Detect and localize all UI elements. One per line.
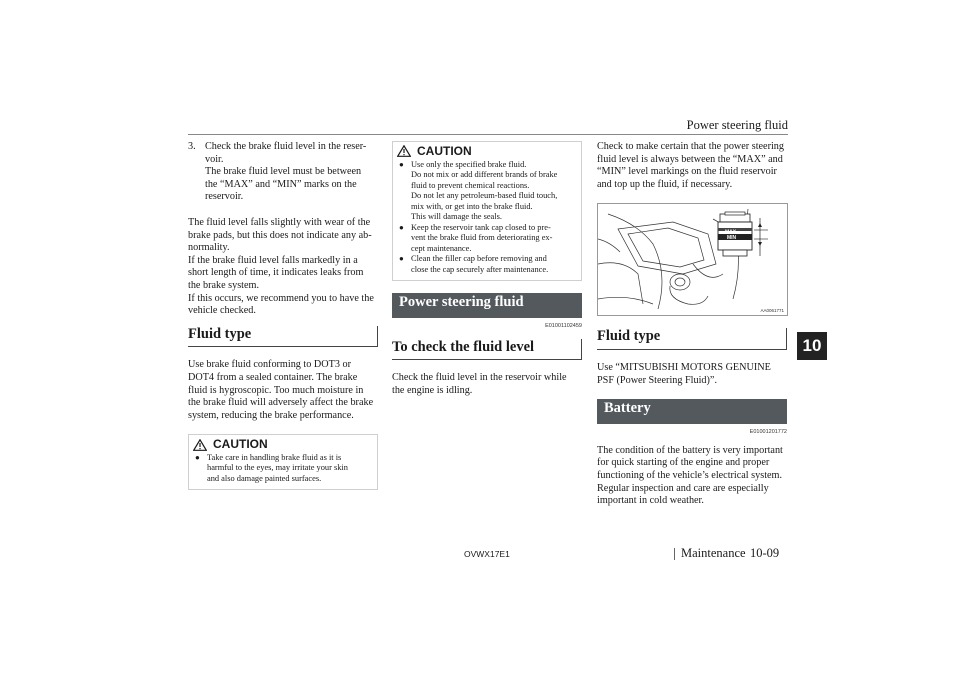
- bullet-icon: ●: [399, 222, 404, 232]
- text-line: for quick starting of the engine and proper: [597, 457, 770, 469]
- min-label: MIN: [727, 235, 737, 242]
- caution-item-text: [411, 223, 575, 255]
- right-column: [597, 141, 787, 508]
- warning-triangle-icon: [193, 439, 207, 451]
- text-line: the “MAX” and “MIN” marks on the: [205, 178, 357, 190]
- caution-box-middle: [392, 141, 582, 281]
- text-line: The brake fluid level must be between: [205, 166, 362, 178]
- max-label: MAX: [725, 229, 737, 236]
- text-line: brake pads, but this does not indicate any ab-: [188, 229, 372, 241]
- header-rule: [188, 134, 788, 135]
- page-number: 10-09: [750, 546, 780, 560]
- section-banner-power-steering: Power steering fluid: [392, 293, 582, 318]
- step-number: 3.: [188, 141, 196, 152]
- figure-code: AA0061771: [760, 308, 784, 314]
- text-line: If this occurs, we recommend you to have the: [188, 292, 374, 304]
- step-3: [188, 141, 378, 204]
- left-column: [188, 141, 378, 490]
- caution-line: Clean the filler cap before removing and: [411, 254, 547, 264]
- caution-line: mix with, or get into the brake fluid.: [411, 201, 533, 211]
- footer-section: Maintenance: [681, 546, 746, 560]
- caution-line: Use only the specified brake fluid.: [411, 159, 527, 169]
- text-line: The condition of the battery is very important: [597, 444, 783, 456]
- caution-title: [189, 435, 377, 453]
- paragraph-fluid-type: [188, 359, 378, 422]
- text-line: Use brake fluid conforming to DOT3 or: [188, 359, 351, 371]
- section-code: E01001201772: [749, 429, 787, 436]
- caution-item-text: [411, 254, 575, 275]
- text-line: Check the fluid level in the reservoir while: [392, 372, 567, 384]
- caution-item-text: [207, 453, 371, 485]
- caution-line: Do not let any petroleum-based fluid touch,: [411, 191, 558, 201]
- caution-list: [393, 160, 581, 281]
- fluid-type-heading-right: Fluid type: [597, 328, 787, 350]
- text-line: functioning of the vehicle’s electrical system.: [597, 469, 783, 481]
- text-line: the engine is idling.: [392, 384, 473, 396]
- caution-title: [393, 142, 581, 160]
- caution-line: harmful to the eyes, may irritate your skin: [207, 463, 348, 473]
- text-line: system, reducing the brake performance.: [188, 409, 354, 421]
- paragraph-psf: [597, 362, 787, 387]
- caution-label: CAUTION: [213, 437, 268, 452]
- text-line: PSF (Power Steering Fluid)”.: [597, 374, 717, 386]
- fluid-type-heading: Fluid type: [188, 326, 378, 348]
- check-level-heading: To check the fluid level: [392, 339, 582, 361]
- section-code: E01001102459: [545, 323, 582, 330]
- step-text: [205, 141, 378, 204]
- footer-code: OVWX17E1: [464, 549, 510, 559]
- warning-triangle-icon: [397, 145, 411, 157]
- text-line: the brake system.: [188, 279, 260, 291]
- caution-item-text: [411, 160, 575, 223]
- caution-box-left: [188, 434, 378, 490]
- bullet-icon: ●: [195, 452, 200, 462]
- caution-item: [399, 254, 575, 275]
- caution-line: close the cap securely after maintenance.: [411, 264, 549, 274]
- text-line: reservoir.: [205, 191, 244, 203]
- text-line: “MIN” level markings on the fluid reservoir: [597, 166, 777, 178]
- text-line: the brake fluid will adversely affect the brake: [188, 397, 374, 409]
- text-line: important in cold weather.: [597, 495, 704, 507]
- caution-line: and also damage painted surfaces.: [207, 473, 322, 483]
- caution-item: [399, 160, 575, 223]
- caution-line: cept maintenance.: [411, 243, 472, 253]
- paragraph-check-level: [392, 372, 582, 397]
- running-header: Power steering fluid: [686, 118, 788, 132]
- caution-line: Do not mix or add different brands of brake: [411, 170, 558, 180]
- caution-line: fluid to prevent chemical reactions.: [411, 180, 530, 190]
- text-line: short length of time, it indicates leaks from: [188, 267, 364, 279]
- text-line: voir.: [205, 153, 224, 165]
- caution-line: Keep the reservoir tank cap closed to pre-: [411, 222, 551, 232]
- text-line: normality.: [188, 242, 230, 254]
- caution-line: This will damage the seals.: [411, 212, 502, 222]
- caution-item: [195, 453, 371, 485]
- text-line: The fluid level falls slightly with wear of the: [188, 216, 371, 228]
- paragraph-fluid-level: [188, 217, 378, 318]
- caution-list: [189, 453, 377, 490]
- chapter-tab: 10: [797, 332, 827, 360]
- middle-column: [392, 141, 582, 397]
- caution-label: CAUTION: [417, 144, 472, 158]
- paragraph-check-fluid: [597, 141, 787, 191]
- text-line: If the brake fluid level falls markedly in a: [188, 254, 358, 266]
- text-line: Check the brake fluid level in the reser-: [205, 141, 367, 152]
- caution-item: [399, 223, 575, 255]
- text-line: fluid level is always between the “MAX” and: [597, 153, 783, 165]
- caution-line: vent the brake fluid from deteriorating ex-: [411, 233, 553, 243]
- text-line: Regular inspection and care are especially: [597, 482, 769, 494]
- bullet-icon: ●: [399, 254, 404, 264]
- paragraph-battery: [597, 445, 787, 508]
- text-line: Use “MITSUBISHI MOTORS GENUINE: [597, 361, 771, 373]
- text-line: DOT4 from a sealed container. The brake: [188, 371, 358, 383]
- reservoir-figure: [597, 203, 788, 316]
- caution-line: Take care in handling brake fluid as it is: [207, 452, 342, 462]
- reservoir-illustration: [598, 204, 787, 315]
- text-line: and top up the fluid, if necessary.: [597, 178, 733, 190]
- text-line: Check to make certain that the power steering: [597, 141, 784, 152]
- bullet-icon: ●: [399, 159, 404, 169]
- text-line: vehicle checked.: [188, 305, 256, 317]
- text-line: fluid is hygroscopic. Too much moisture in: [188, 384, 364, 396]
- footer-rule: [674, 548, 675, 560]
- section-banner-battery: Battery: [597, 399, 787, 424]
